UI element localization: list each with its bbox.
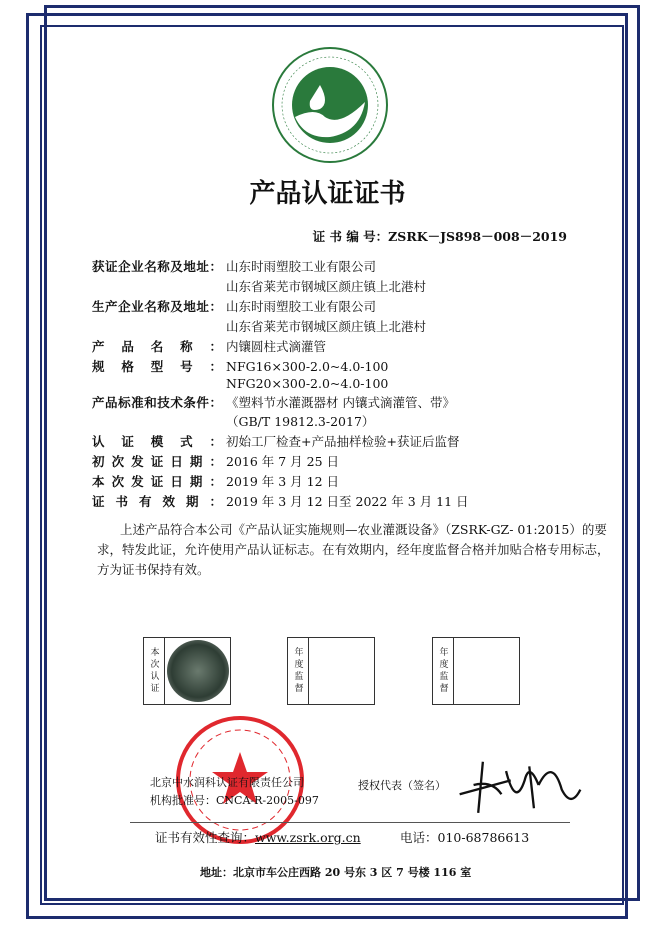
field-label: 初次发证日期： [92,454,222,469]
field-value: 内镶圆柱式滴灌管 [226,339,327,354]
field-value: 山东时雨塑胶工业有限公司 [226,299,377,314]
validity-query [155,830,361,846]
cert-number [313,229,567,245]
annual-supervision-box [287,637,375,705]
hologram-label-icon [167,640,229,702]
box-label: 年度监督 [288,638,309,704]
box-label: 年度监督 [433,638,454,704]
field-value: NFG16×300-2.0~4.0-100 [226,359,389,374]
phone: 电话：010-68786613 [400,830,530,845]
page-title: 产品认证证书 [249,179,406,209]
current-certification-box [143,637,231,705]
field-label: 生产企业名称及地址： [92,299,222,314]
footer-divider [130,822,570,823]
field-label: 产品标准和技术条件： [92,395,222,410]
field-value: 山东省莱芜市钢城区颜庄镇上北港村 [226,279,427,294]
box-label: 本次认证 [144,638,165,704]
cert-number-value: ZSRK－JS898－008－2019 [388,229,567,244]
field-value: 山东时雨塑胶工业有限公司 [226,259,377,274]
field-value: 2019 年 3 月 12 日至 2022 年 3 月 11 日 [226,494,469,509]
cert-number-label: 证 书 编 号： [312,229,389,244]
issuer-name: 北京中水润科认证有限责任公司 [150,776,304,789]
field-value: NFG20×300-2.0~4.0-100 [226,376,389,391]
statement-line: 上述产品符合本公司《产品认证实施规则—农业灌溉设备》（ZSRK-GZ- 01:2015）的要 [120,522,607,537]
field-value: 2019 年 3 月 12 日 [226,474,340,489]
field-label: 产品名称： [92,339,222,354]
issuer-approval: 机构批准号：CNCA-R-2005-097 [150,794,319,807]
field-label: 规格型号： [92,359,222,374]
query-label: 证书有效性查询： [155,830,256,845]
field-value: （GB/T 19812.3-2017） [226,414,375,429]
certification-logo [270,45,390,165]
field-value: 《塑料节水灌溉器材 内镶式滴灌管、带》 [226,395,455,410]
field-value: 初始工厂检查+产品抽样检验+获证后监督 [226,434,460,449]
signature-label: 授权代表（签名） [358,779,446,792]
query-url-link[interactable]: www.zsrk.org.cn [255,830,361,845]
field-value: 山东省莱芜市钢城区颜庄镇上北港村 [226,319,427,334]
statement-line: 方为证书保持有效。 [97,562,210,577]
handwritten-signature [455,752,585,818]
field-value: 2016 年 7 月 25 日 [226,454,340,469]
annual-supervision-box [432,637,520,705]
field-label: 获证企业名称及地址： [92,259,222,274]
field-label: 认证模式： [92,434,222,449]
statement-line: 求，特发此证，允许使用产品认证标志。在有效期内，经年度监督合格并加贴合格专用标志， [97,542,610,557]
field-label: 本次发证日期： [92,474,222,489]
field-label: 证书有效期： [92,494,222,509]
address: 地址：北京市车公庄西路 20 号东 3 区 7 号楼 116 室 [200,866,472,879]
